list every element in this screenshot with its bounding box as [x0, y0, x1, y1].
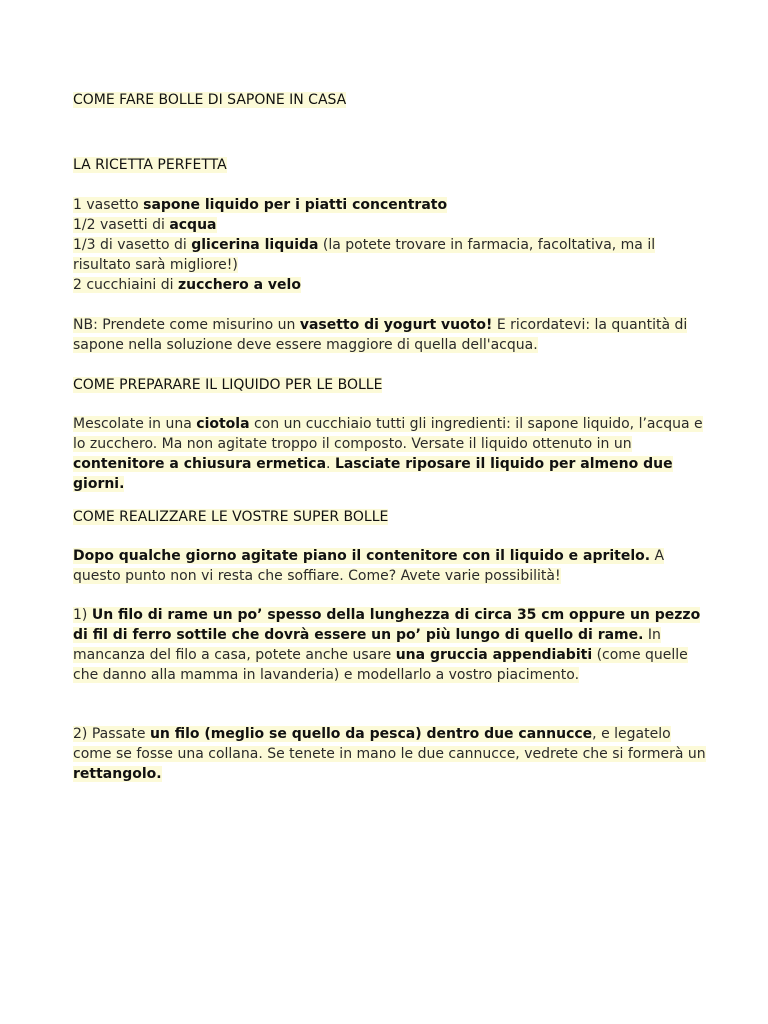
document-title: COME FARE BOLLE DI SAPONE IN CASA: [73, 92, 347, 108]
realize-heading: COME REALIZZARE LE VOSTRE SUPER BOLLE: [73, 509, 389, 525]
step-2-paragraph: 2) Passate un filo (meglio se quello da pesca) dentro due cannucce, e legatelo come se fosse una collana. Se tenete in mano le due cannucce, vedrete che si formerà un rettangolo.: [73, 726, 706, 782]
ingredients-list: [73, 195, 713, 295]
recipe-heading: LA RICETTA PERFETTA: [73, 157, 227, 173]
ingredient-line: 1/2 vasetti di acqua: [73, 217, 217, 233]
ingredient-line: 2 cucchiaini di zucchero a velo: [73, 277, 301, 293]
ingredient-line: 1/3 di vasetto di glicerina liquida (la potete trovare in farmacia, facoltativa, ma il risultato sarà migliore!): [73, 237, 656, 273]
ingredient-line: 1 vasetto sapone liquido per i piatti concentrato: [73, 197, 448, 213]
prepare-heading: COME PREPARARE IL LIQUIDO PER LE BOLLE: [73, 377, 383, 393]
note-paragraph: NB: Prendete come misurino un vasetto di yogurt vuoto! E ricordatevi: la quantità di sapone nella soluzione deve essere maggiore di quella dell'acqua.: [73, 317, 688, 353]
step-1-paragraph: 1) Un filo di rame un po’ spesso della lunghezza di circa 35 cm oppure un pezzo di fil di ferro sottile che dovrà essere un po’ più lungo di quello di rame. In mancanza del filo a casa, potete anche usare una gruccia appendiabiti (come quelle che danno alla mamma in lavanderia) e modellarlo a vostro piacimento.: [73, 607, 701, 683]
realize-paragraph: Dopo qualche giorno agitate piano il contenitore con il liquido e apritelo. A questo punto non vi resta che soffiare. Come? Avete varie possibilità!: [73, 548, 665, 584]
prepare-paragraph: Mescolate in una ciotola con un cucchiaio tutti gli ingredienti: il sapone liquido, l’acqua e lo zucchero. Ma non agitate troppo il composto. Versate il liquido ottenuto in un contenitore a chiusura ermetica. Lasciate riposare il liquido per almeno due giorni.: [73, 416, 703, 492]
